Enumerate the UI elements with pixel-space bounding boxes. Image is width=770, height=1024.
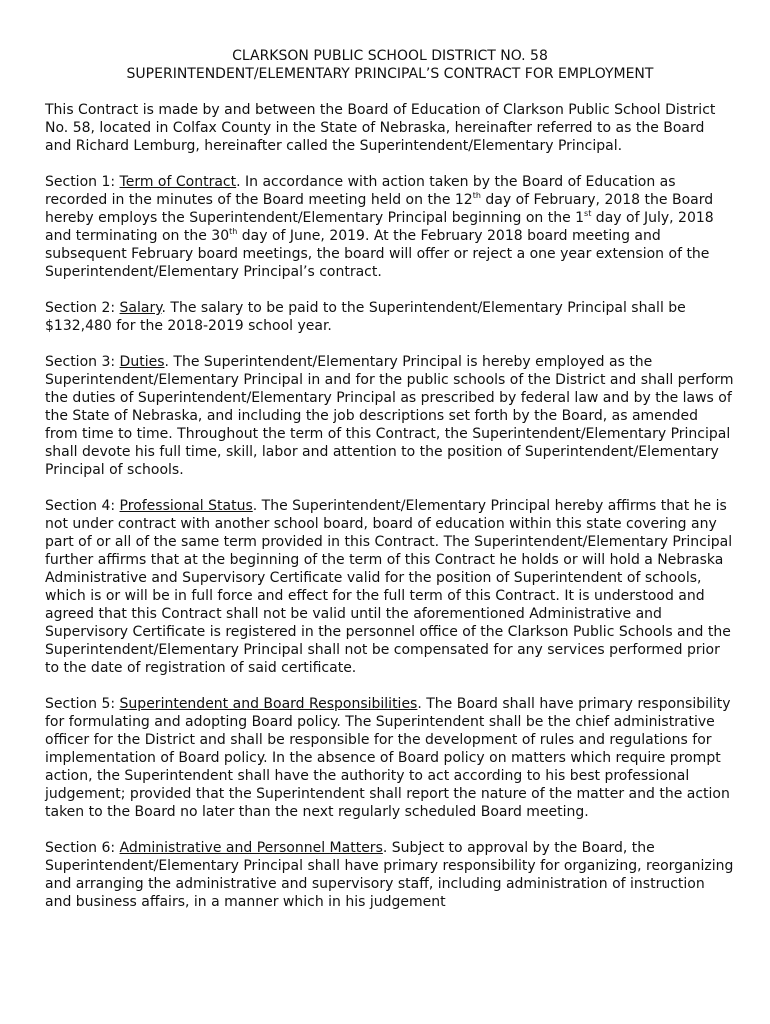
section-3 <box>45 353 735 479</box>
section-4-body: . The Superintendent/Elementary Principal hereby affirms that he is not under contract with another school board, board of education within this state covering any part of or all of the same term provided in this Contract. The Superintendent/Elementary Principal further affirms that at the beginning of the term of this Contract he holds or will hold a Nebraska Administrative and Supervisory Certificate valid for the position of Superintendent of schools, which is or will be in full force and effect for the full term of this Contract. It is understood and agreed that this Contract shall not be valid until the aforementioned Administrative and Supervisory Certificate is registered in the personnel office of the Clarkson Public Schools and the Superintendent/Elementary Principal shall not be compensated for any services performed prior to the date of registration of said certificate. <box>45 498 733 676</box>
section-6-body: . Subject to approval by the Board, the Superintendent/Elementary Principal shall have primary responsibility for organizing, reorganizing and arranging the administrative and supervisory staff, including administration of instruction and business affairs, in a manner which in his judgement <box>45 840 734 910</box>
section-3-label: Section 3: <box>45 354 120 370</box>
section-2-body: . The salary to be paid to the Superintendent/Elementary Principal shall be $132,480 for the 2018-2019 school year. <box>45 300 686 334</box>
section-3-body: . The Superintendent/Elementary Principal is hereby employed as the Superintendent/Elementary Principal in and for the public schools of the District and shall perform the duties of Superintendent/Elementary Principal as prescribed by federal law and by the laws of the State of Nebraska, and including the job descriptions set forth by the Board, as amended from time to time. Throughout the term of this Contract, the Superintendent/Elementary Principal shall devote his full time, skill, labor and attention to the position of Superintendent/Elementary Principal of schools. <box>45 354 734 478</box>
section-5 <box>45 695 735 821</box>
section-2-label: Section 2: <box>45 300 120 316</box>
section-1-text-b: day of February, 2018 the Board hereby employs the Superintendent/Elementary Principal beginning on the 1 <box>45 192 714 226</box>
contract-document <box>45 47 735 929</box>
section-4-heading: Professional Status <box>119 498 253 514</box>
section-4 <box>45 497 735 677</box>
section-2 <box>45 299 735 335</box>
section-5-label: Section 5: <box>45 696 120 712</box>
contract-title: SUPERINTENDENT/ELEMENTARY PRINCIPAL’S CONTRACT FOR EMPLOYMENT <box>126 66 654 82</box>
section-1-text-a: . In accordance with action taken by the Board of Education as recorded in the minutes of the Board meeting held on the 12 <box>45 174 676 208</box>
section-1-label: Section 1: <box>45 174 120 190</box>
section-6-label: Section 6: <box>45 840 120 856</box>
section-1-text-c: day of July, 2018 and terminating on the 30 <box>45 210 714 244</box>
intro-paragraph: This Contract is made by and between the Board of Education of Clarkson Public School District No. 58, located in Colfax County in the State of Nebraska, hereinafter referred to as the Board and Richard Lemburg, hereinafter called the Superintendent/Elementary Principal. <box>45 102 716 154</box>
section-1-sup-b: st <box>584 209 592 218</box>
section-1-text-d: day of June, 2019. At the February 2018 board meeting and subsequent February board meetings, the board will offer or reject a one year extension of the Superintendent/Elementary Principal’s contract. <box>45 228 710 280</box>
section-3-heading: Duties <box>119 354 165 370</box>
document-header <box>45 47 735 83</box>
section-1-sup-a: th <box>472 191 481 200</box>
section-6-heading: Administrative and Personnel Matters <box>119 840 383 856</box>
section-5-body: . The Board shall have primary responsibility for formulating and adopting Board policy. The Superintendent shall be the chief administrative officer for the District and shall be responsible for the development of rules and regulations for implementation of Board policy. In the absence of Board policy on matters which require prompt action, the Superintendent shall have the authority to act according to his best professional judgement; provided that the Superintendent shall report the nature of the matter and the action taken to the Board no later than the next regularly scheduled Board meeting. <box>45 696 731 820</box>
section-5-heading: Superintendent and Board Responsibilities <box>119 696 418 712</box>
section-1-sup-c: th <box>229 227 238 236</box>
section-2-heading: Salary <box>119 300 162 316</box>
section-1-heading: Term of Contract <box>119 174 237 190</box>
section-4-label: Section 4: <box>45 498 120 514</box>
district-title: CLARKSON PUBLIC SCHOOL DISTRICT NO. 58 <box>232 48 548 64</box>
section-1 <box>45 173 735 281</box>
section-6 <box>45 839 735 911</box>
